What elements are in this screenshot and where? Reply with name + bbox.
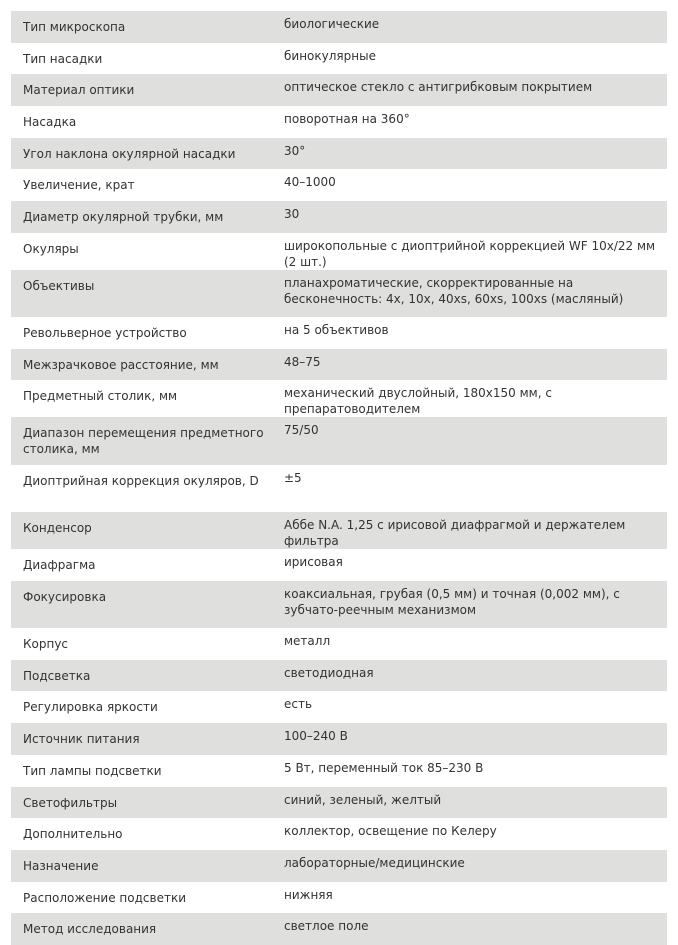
spec-row [11,465,667,512]
spec-key: Фокусировка [11,581,271,628]
spec-key: Расположение подсветки [11,882,271,914]
spec-row [11,818,667,850]
spec-key: Предметный столик, мм [11,380,271,417]
spec-key: Револьверное устройство [11,317,271,349]
spec-row [11,11,667,43]
spec-value: поворотная на 360° [271,106,667,138]
spec-row [11,417,667,464]
spec-value: коаксиальная, грубая (0,5 мм) и точная (0,002 мм), с зубчато-реечным механизмом [271,581,667,628]
spec-key: Назначение [11,850,271,882]
spec-key: Тип микроскопа [11,11,271,43]
spec-key: Светофильтры [11,787,271,819]
spec-value: синий, зеленый, желтый [271,787,667,819]
spec-key: Насадка [11,106,271,138]
spec-value: металл [271,628,667,660]
spec-value: лабораторные/медицинские [271,850,667,882]
spec-key: Увеличение, крат [11,169,271,201]
spec-row [11,723,667,755]
spec-row [11,169,667,201]
spec-value: 40–1000 [271,169,667,201]
spec-row [11,317,667,349]
spec-key: Источник питания [11,723,271,755]
spec-value: 30° [271,138,667,170]
spec-value: оптическое стекло с антигрибковым покрытием [271,74,667,106]
spec-key: Диапазон перемещения предметного столика, мм [11,417,271,464]
spec-row [11,691,667,723]
spec-row [11,755,667,787]
spec-row [11,201,667,233]
spec-key: Объективы [11,270,271,317]
spec-value: биологические [271,11,667,43]
spec-value: есть [271,691,667,723]
spec-row [11,270,667,317]
spec-value: 75/50 [271,417,667,464]
spec-key: Дополнительно [11,818,271,850]
spec-value: планахроматические, скорректированные на бесконечность: 4x, 10x, 40xs, 60xs, 100xs (масляный) [271,270,667,317]
spec-row [11,787,667,819]
spec-row [11,106,667,138]
spec-row [11,349,667,381]
spec-key: Корпус [11,628,271,660]
spec-row [11,74,667,106]
spec-value: ирисовая [271,549,667,581]
spec-value: 100–240 В [271,723,667,755]
spec-row [11,628,667,660]
spec-key: Диаметр окулярной трубки, мм [11,201,271,233]
specifications-table [11,11,667,945]
spec-key: Тип лампы подсветки [11,755,271,787]
spec-row [11,660,667,692]
spec-row [11,850,667,882]
spec-value: светлое поле [271,913,667,945]
spec-value: светодиодная [271,660,667,692]
spec-value: ±5 [271,465,667,512]
spec-key: Регулировка яркости [11,691,271,723]
spec-key: Конденсор [11,512,271,549]
spec-key: Диафрагма [11,549,271,581]
spec-value: нижняя [271,882,667,914]
spec-key: Метод исследования [11,913,271,945]
spec-value: 30 [271,201,667,233]
spec-value: широкопольные с диоптрийной коррекцией WF 10x/22 мм (2 шт.) [271,233,667,270]
spec-row [11,233,667,270]
spec-value: механический двуслойный, 180x150 мм, с препаратоводителем [271,380,667,417]
spec-value: коллектор, освещение по Келеру [271,818,667,850]
spec-row [11,43,667,75]
spec-key: Диоптрийная коррекция окуляров, D [11,465,271,512]
spec-key: Межзрачковое расстояние, мм [11,349,271,381]
spec-row [11,380,667,417]
spec-value: 48–75 [271,349,667,381]
spec-key: Подсветка [11,660,271,692]
spec-row [11,913,667,945]
spec-row [11,512,667,549]
spec-value: бинокулярные [271,43,667,75]
spec-key: Окуляры [11,233,271,270]
spec-key: Угол наклона окулярной насадки [11,138,271,170]
spec-value: на 5 объективов [271,317,667,349]
spec-row [11,882,667,914]
spec-value: 5 Вт, переменный ток 85–230 В [271,755,667,787]
spec-row [11,549,667,581]
spec-key: Материал оптики [11,74,271,106]
spec-row [11,581,667,628]
spec-key: Тип насадки [11,43,271,75]
spec-row [11,138,667,170]
spec-value: Аббе N.A. 1,25 с ирисовой диафрагмой и держателем фильтра [271,512,667,549]
